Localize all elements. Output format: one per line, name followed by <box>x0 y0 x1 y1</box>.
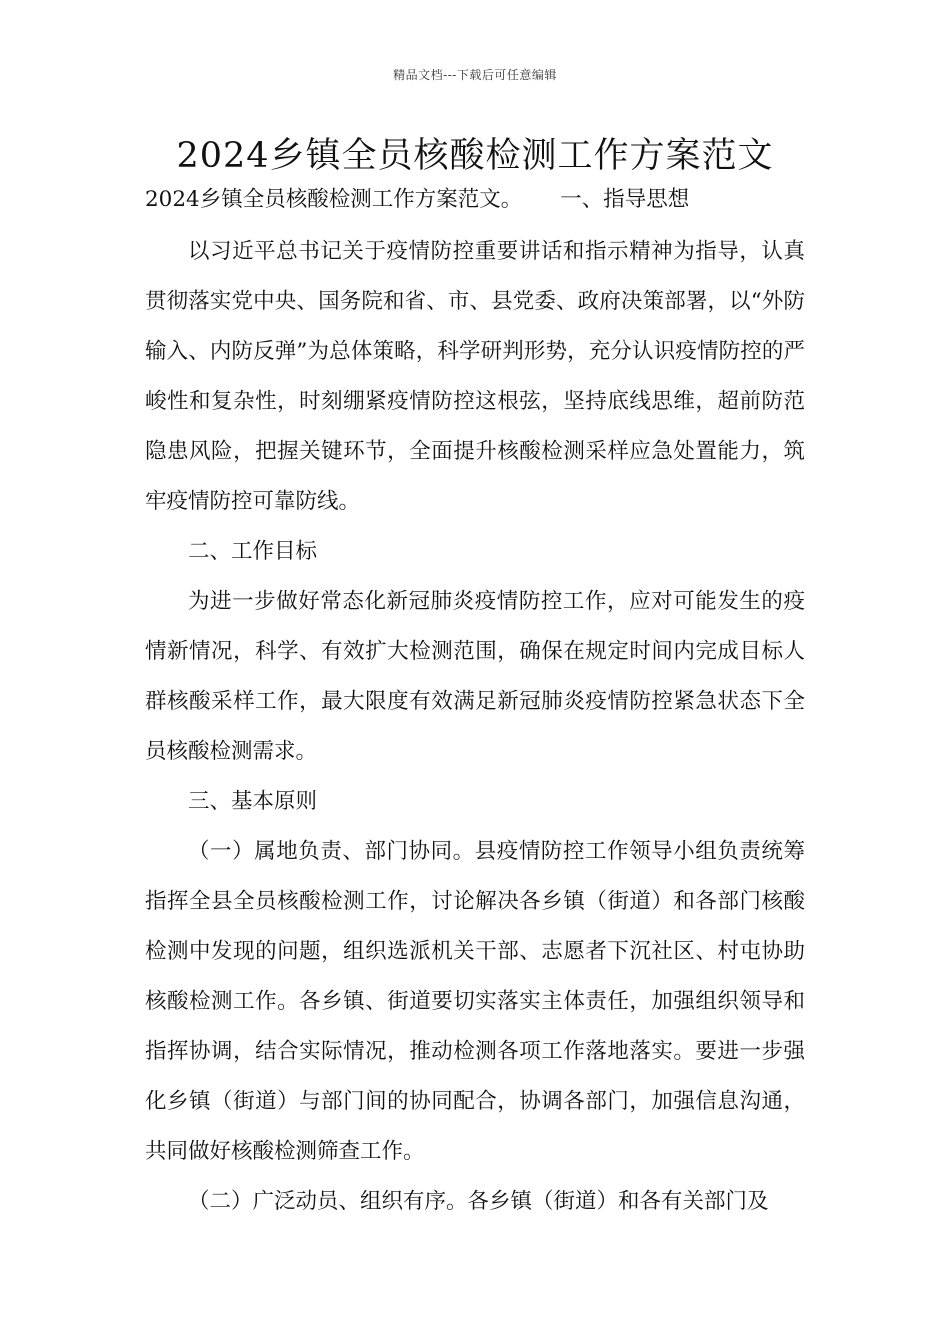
paragraph-goals: 为进一步做好常态化新冠肺炎疫情防控工作，应对可能发生的疫情新情况，科学、有效扩大检测范围，确保在规定时间内完成目标人群核酸采样工作，最大限度有效满足新冠肺炎疫情防控紧急状态下全员核酸检测需求。 <box>145 589 805 764</box>
header-note: 精品文档---下载后可任意编辑 <box>393 68 557 82</box>
section-heading-guiding: 一、指导思想 <box>560 187 690 212</box>
intro-line <box>145 188 805 212</box>
paragraph-principle-1: （一）属地负责、部门协同。县疫情防控工作领导小组负责统筹指挥全县全员核酸检测工作，讨论解决各乡镇（街道）和各部门核酸检测中发现的问题，组织选派机关干部、志愿者下沉社区、村屯协助核酸检测工作。各乡镇、街道要切实落实主体责任，加强组织领导和指挥协调，结合实际情况，推动检测各项工作落地落实。要进一步强化乡镇（街道）与部门间的协同配合，协调各部门，加强信息沟通，共同做好核酸检测筛查工作。 <box>145 839 805 1164</box>
document-title: 2024乡镇全员核酸检测工作方案范文 <box>176 136 774 176</box>
document-body <box>145 188 805 1227</box>
paragraph-guiding: 以习近平总书记关于疫情防控重要讲话和指示精神为指导，认真贯彻落实党中央、国务院和省、市、县党委、政府决策部署，以“外防输入、内防反弹”为总体策略，科学研判形势，充分认识疫情防控的严峻性和复杂性，时刻绷紧疫情防控这根弦，坚持底线思维，超前防范隐患风险，把握关键环节，全面提升核酸检测采样应急处置能力，筑牢疫情防控可靠防线。 <box>145 239 805 514</box>
intro-lead: 2024乡镇全员核酸检测工作方案范文。 <box>145 187 523 212</box>
paragraph-principle-2: （二）广泛动员、组织有序。各乡镇（街道）和各有关部门及 <box>188 1189 769 1214</box>
section-heading-principles: 三、基本原则 <box>188 789 318 814</box>
section-heading-goals: 二、工作目标 <box>188 539 318 564</box>
